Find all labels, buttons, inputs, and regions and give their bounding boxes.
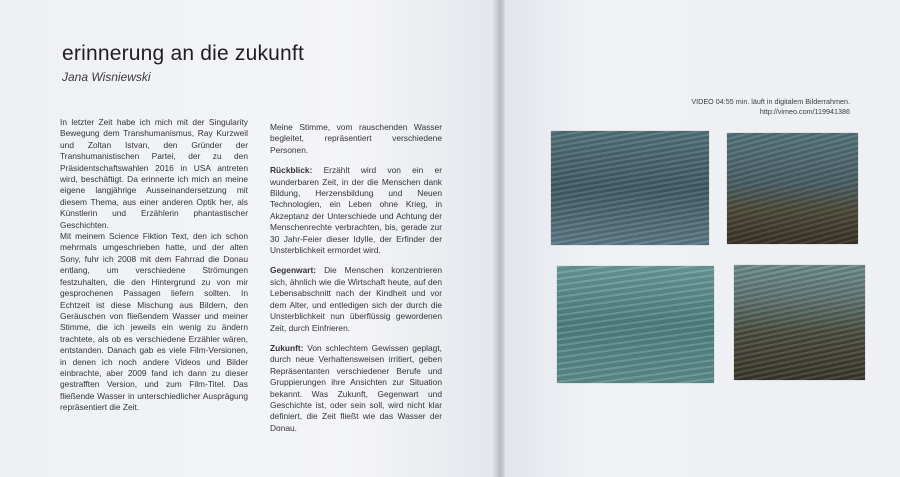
water-photo-2 (727, 133, 858, 244)
middle-text-column (270, 122, 442, 443)
left-text-column (60, 117, 248, 414)
section-heading: Rückblick: (270, 165, 313, 176)
paragraph-intro: In letzter Zeit habe ich mich mit der Singularity Bewegung dem Transhumanismus, Ray Kurzweil und Zoltan Istvan, den Gründer der Transhumanistischen Partei, der zu den Präsidentschaftswahlen 2016 in USA antreten wird, beschäftigt. Da erinnerte ich mich an meine eigene langjährige Ausseinandersetzung mit diesem Thema, aus einer anderen Optik her, als Künstlerin und Erzählerin phantastischer Geschichten. (60, 117, 248, 230)
water-photo-3 (557, 266, 714, 383)
section-zukunft (270, 343, 442, 434)
section-heading: Gegenwart: (270, 265, 317, 276)
video-info (660, 97, 850, 117)
water-photo-1 (551, 131, 709, 245)
paragraph-process: Mit meinem Science Fiktion Text, den ich schon mehrmals umgeschrieben hatte, und der alten Sony, fuhr ich 2008 mit dem Fahrrad die Donau entlang, um verschiedene Strömungen festzuhalten, die den Hintergrund zu von mir gesprochenen Passagen liefern sollten. In Echtzeit ist diese Mischung aus Bildern, den Geräuschen von fließendem Wasser und meiner Stimme, die ich jeweils ein wenig zu ändern trachtete, als ob es verschiedene Erzähler wären, entstanden. Danach gab es viele Film-Versionen, in denen ich noch andere Videos und Bilder einbrachte, aber 2009 fand ich dann zu dieser gestrafften Version, und zum Film-Titel. Das fließende Wasser in unterschiedlicher Ausprägung repräsentiert die Zeit. (60, 231, 248, 413)
section-heading: Zukunft: (270, 342, 304, 353)
water-photo-4 (734, 265, 865, 380)
article-title: erinnerung an die zukunft (62, 42, 304, 65)
section-rueckblick (270, 165, 442, 256)
section-text: Die Menschen konzentrieren sich, ähnlich wie die Wirtschaft heute, auf den Lebensabschnitt nach der Kindheit und vor dem Alter, und entledigen sich der durch die Unsterblichkeit nun überflüssig gewordenen Zeit, durch Einfrieren. (270, 265, 443, 333)
video-duration-text: VIDEO 04:55 min. läuft in digitalem Bilderrahmen. (691, 97, 850, 106)
section-text: Erzählt wird von ein er wunderbaren Zeit, in der die Menschen dank Bildung, Herzensbildung und Neuen Technologien, ein Leben ohne Krieg, in Akzeptanz der Unterschiede und Achtung der Menschenrechte verbrachten, bis, gerade zur 30 Jahr-Feier dieser Idylle, der Erfinder der Unsterblichkeit ermordet wird. (270, 165, 442, 256)
section-text: Von schlechtem Gewissen geplagt, durch neue Verhaltensweisen irritiert, geben Repräsentanten verschiedener Berufe und Gruppierungen ihre Ansichten zur Situation bekannt. Was Zukunft, Gegenwart und Geschichte ist, oder sein soll, wird nicht klar definiert, die Zeit fließt wie das Wasser der Donau. (270, 342, 442, 433)
author-name: Jana Wisniewski (62, 70, 151, 84)
section-gegenwart (270, 265, 442, 333)
paragraph-voice: Meine Stimme, vom rauschenden Wasser begleitet, repräsentiert verschiedene Personen. (270, 122, 442, 155)
video-url-link: http://vimeo.com/119941386 (759, 107, 850, 116)
